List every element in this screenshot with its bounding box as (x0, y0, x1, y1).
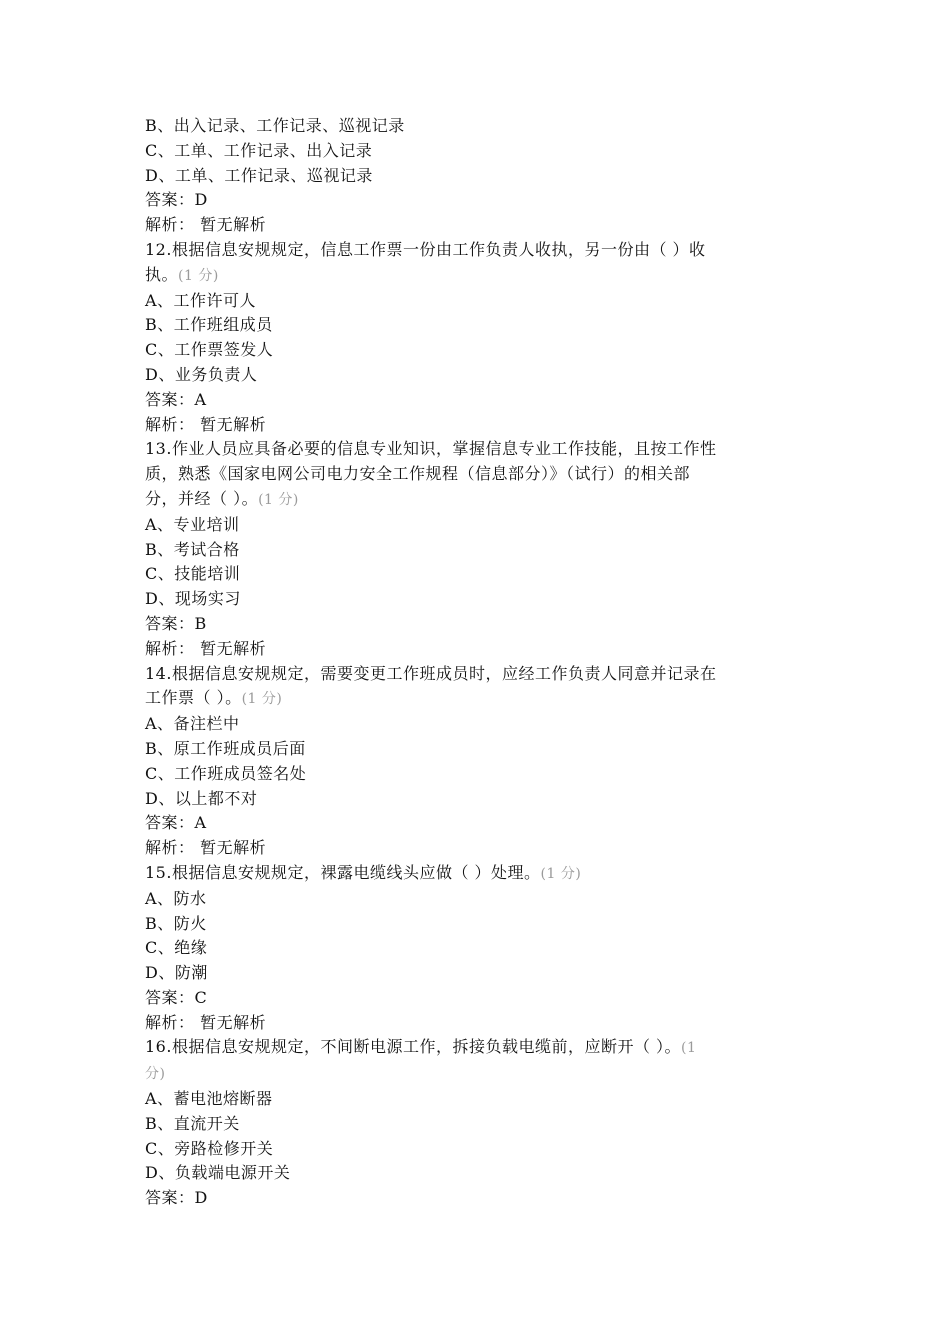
question-stem-line (145, 263, 810, 289)
option-d: D、负载端电源开关 (145, 1163, 291, 1183)
analysis: 解析： 暂无解析 (145, 215, 267, 235)
question-13 (145, 437, 810, 661)
analysis: 解析： 暂无解析 (145, 838, 267, 858)
option-a: A、蓄电池熔断器 (145, 1089, 273, 1109)
question-16 (145, 1035, 810, 1211)
question-15 (145, 861, 810, 1036)
option-d: D、以上都不对 (145, 788, 258, 808)
score-label: (1 分) (258, 491, 299, 508)
option-a: A、备注栏中 (145, 714, 240, 734)
option-d: D、工单、工作记录、巡视记录 (145, 165, 373, 185)
answer: 答案：D (145, 1188, 208, 1208)
question-stem-line (145, 487, 810, 513)
option-b: B、原工作班成员后面 (145, 738, 306, 758)
score-label-part: 分) (145, 1066, 166, 1083)
answer: 答案：A (145, 813, 207, 833)
question-stem-line: 12.根据信息安规规定，信息工作票一份由工作负责人收执，另一份由（ ）收 (145, 239, 706, 259)
question-stem-line: 14.根据信息安规规定，需要变更工作班成员时，应经工作负责人同意并记录在 (145, 663, 717, 683)
option-c: C、绝缘 (145, 938, 208, 958)
question-stem-line (145, 686, 810, 712)
question-stem-text: 工作票（ ）。 (145, 688, 242, 708)
document-page (145, 114, 810, 1211)
question-stem-line (145, 1061, 810, 1087)
answer: 答案：B (145, 613, 207, 633)
score-label: (1 分) (540, 865, 582, 882)
option-b: B、出入记录、工作记录、巡视记录 (145, 116, 405, 135)
question-11-tail (145, 114, 810, 238)
option-b: B、直流开关 (145, 1113, 240, 1133)
score-label: (1 分) (178, 267, 219, 284)
question-12 (145, 238, 810, 437)
question-stem-line: 13.作业人员应具备必要的信息专业知识，掌握信息专业工作技能，且按工作性 (145, 439, 717, 459)
question-stem-text: 分，并经（ ）。 (145, 488, 259, 508)
option-a: A、专业培训 (145, 514, 240, 534)
question-14 (145, 662, 810, 861)
option-a: A、防水 (145, 888, 207, 908)
option-b: B、工作班组成员 (145, 315, 273, 335)
option-d: D、业务负责人 (145, 364, 258, 384)
option-c: C、旁路检修开关 (145, 1138, 274, 1158)
analysis: 解析： 暂无解析 (145, 638, 267, 658)
option-b: B、防火 (145, 913, 207, 933)
option-c: C、工作票签发人 (145, 340, 274, 360)
option-d: D、现场实习 (145, 589, 241, 609)
score-label-part: (1 (681, 1040, 697, 1057)
score-label: (1 分) (241, 691, 283, 708)
option-b: B、考试合格 (145, 539, 240, 559)
option-d: D、防潮 (145, 963, 208, 983)
question-stem-line (145, 861, 810, 887)
question-stem-line: 质，熟悉《国家电网公司电力安全工作规程（信息部分）》（试行）的相关部 (145, 464, 691, 484)
analysis: 解析： 暂无解析 (145, 1012, 267, 1032)
answer: 答案：C (145, 987, 208, 1007)
option-a: A、工作许可人 (145, 290, 257, 310)
option-c: C、技能培训 (145, 564, 241, 584)
analysis: 解析： 暂无解析 (145, 414, 267, 434)
answer: 答案：A (145, 389, 207, 409)
question-stem-text: 15.根据信息安规规定，裸露电缆线头应做（ ）处理。 (145, 862, 541, 882)
option-c: C、工作班成员签名处 (145, 763, 307, 783)
question-stem-line (145, 1035, 810, 1061)
answer: 答案：D (145, 190, 208, 210)
question-stem-text: 16.根据信息安规规定，不间断电源工作，拆接负载电缆前，应断开（ ）。 (145, 1037, 682, 1057)
option-c: C、工单、工作记录、出入记录 (145, 140, 373, 160)
question-stem-text: 执。 (145, 264, 179, 284)
